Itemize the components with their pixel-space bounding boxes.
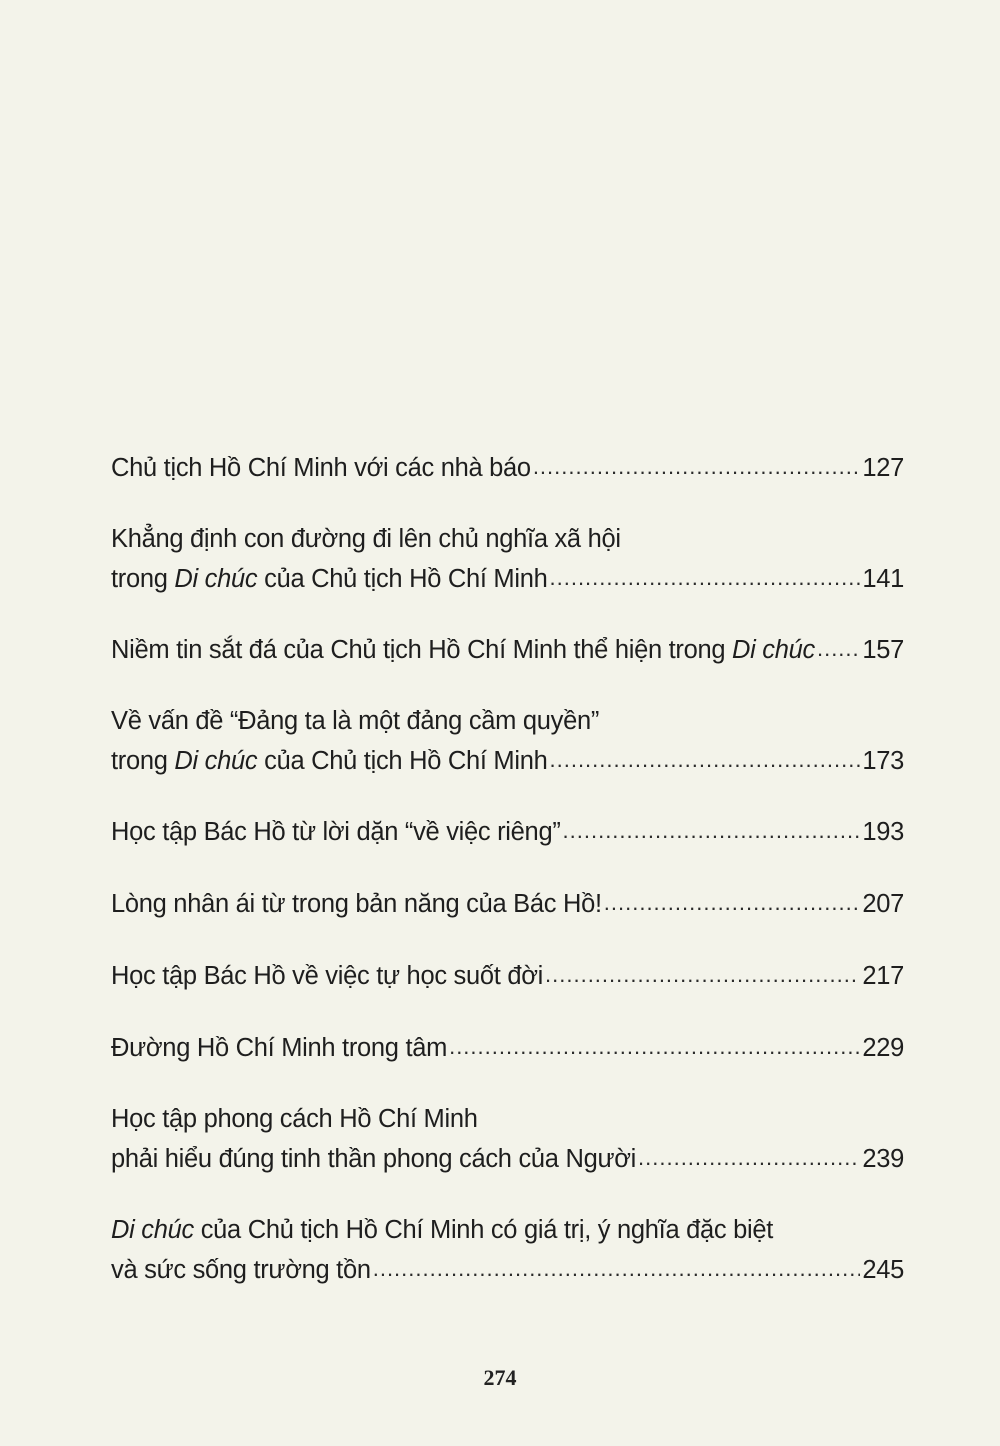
toc-entry-title [111,448,531,488]
toc-title-text: Niềm tin sắt đá của Chủ tịch Hồ Chí Minh thể hiện trong [111,636,733,664]
toc-entry-last-line [111,448,904,489]
toc-title-text: Lòng nhân ái từ trong bản năng của Bác Hồ! [111,890,602,918]
toc-entry-title [111,630,815,670]
toc-page-number: 245 [862,1256,904,1284]
toc-entry-line [111,1210,904,1250]
toc-entry-title [111,1216,773,1244]
toc-entry-title [111,956,543,996]
toc-leader-dots [550,739,861,780]
toc-title-italic: Di chúc [111,1216,194,1244]
toc-leader-dots [817,628,860,669]
toc-leader-dots [563,810,861,851]
toc-title-text: trong [111,565,175,593]
toc-entry [111,448,904,489]
table-of-contents [111,448,904,1291]
toc-entry [111,519,904,600]
toc-leader-dots [604,882,861,923]
toc-title-text: trong [111,747,175,775]
toc-entry-title [111,1250,371,1290]
toc-title-italic: Di chúc [732,636,815,664]
toc-entry-last-line [111,884,904,925]
toc-page-number: 127 [862,454,904,482]
toc-page-number: 217 [862,962,904,990]
toc-title-text: Về vấn đề “Đảng ta là một đảng cầm quyền” [111,707,600,735]
toc-page-number: 157 [862,636,904,664]
toc-title-text: phải hiểu đúng tinh thần phong cách của Người [111,1145,637,1173]
toc-title-text: Khẳng định con đường đi lên chủ nghĩa xã hội [111,525,621,553]
toc-entry [111,884,904,925]
toc-title-text: Học tập Bác Hồ từ lời dặn “về việc riêng” [111,818,561,846]
toc-entry [111,956,904,997]
toc-entry [111,1028,904,1069]
toc-entry [111,630,904,671]
toc-entry-last-line [111,630,904,671]
toc-title-text: Học tập Bác Hồ về việc tự học suốt đời [111,962,544,990]
toc-leader-dots [545,954,860,995]
toc-title-italic: Di chúc [174,565,258,593]
toc-title-text: của Chủ tịch Hồ Chí Minh [257,747,548,775]
toc-leader-dots [550,557,861,598]
toc-entry-title [111,525,621,553]
toc-entry-last-line [111,741,904,782]
toc-title-text: Đường Hồ Chí Minh trong tâm [111,1034,448,1062]
toc-leader-dots [449,1026,860,1067]
page-number: 274 [483,1365,517,1390]
toc-entry-last-line [111,1028,904,1069]
toc-entry-last-line [111,812,904,853]
toc-entry-title [111,1028,447,1068]
toc-entry-line [111,1099,904,1139]
toc-page-number: 173 [862,747,904,775]
toc-entry-last-line [111,956,904,997]
toc-entry-line [111,519,904,559]
toc-page-number: 193 [862,818,904,846]
toc-title-text: Học tập phong cách Hồ Chí Minh [111,1105,478,1133]
toc-entry [111,701,904,782]
toc-page-number: 207 [862,890,904,918]
toc-entry-title [111,707,599,735]
toc-entry-title [111,812,561,852]
toc-title-text: và sức sống trường tồn [111,1256,371,1284]
toc-leader-dots [638,1137,860,1178]
toc-title-text: của Chủ tịch Hồ Chí Minh [257,565,548,593]
toc-page-number: 141 [862,565,904,593]
toc-leader-dots [373,1248,861,1289]
toc-title-text: của Chủ tịch Hồ Chí Minh có giá trị, ý nghĩa đặc biệt [193,1216,774,1244]
toc-entry-title [111,884,602,924]
toc-entry-last-line [111,1139,904,1180]
toc-title-italic: Di chúc [174,747,258,775]
toc-leader-dots [533,446,861,487]
toc-entry-last-line [111,1250,904,1291]
toc-entry [111,1210,904,1291]
toc-page-number: 239 [862,1145,904,1173]
toc-entry-title [111,1105,478,1133]
toc-entry-line [111,701,904,741]
toc-entry-last-line [111,559,904,600]
toc-entry [111,812,904,853]
toc-entry [111,1099,904,1180]
toc-page-number: 229 [862,1034,904,1062]
toc-title-text: Chủ tịch Hồ Chí Minh với các nhà báo [111,454,531,482]
toc-entry-title [111,741,548,781]
toc-entry-title [111,559,548,599]
toc-entry-title [111,1139,636,1179]
